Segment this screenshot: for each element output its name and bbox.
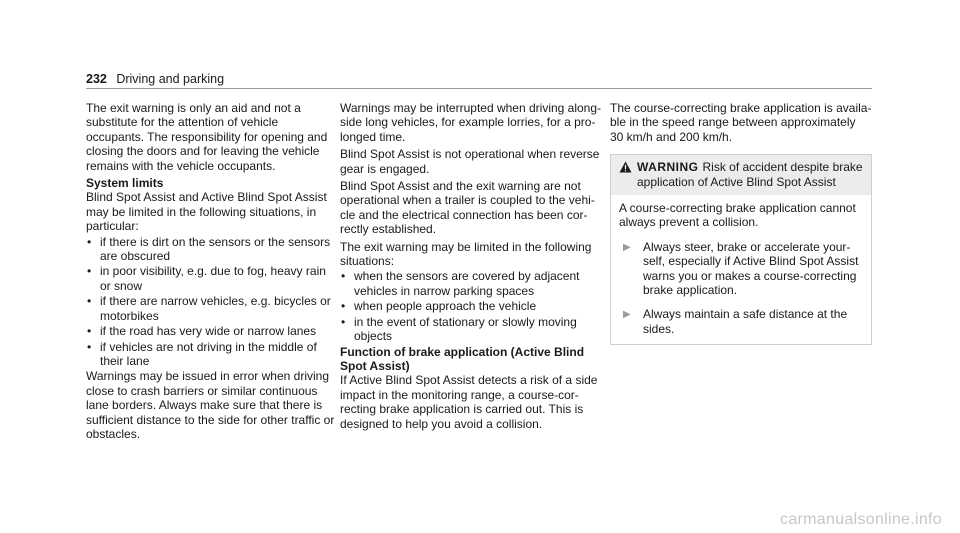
warning-triangle-icon bbox=[619, 161, 637, 189]
bullet-icon: • bbox=[341, 269, 346, 284]
watermark: carmanualsonline.info bbox=[780, 511, 942, 528]
warning-title: WARNING bbox=[637, 160, 699, 175]
bullet-icon: • bbox=[87, 234, 92, 249]
bullet-icon: • bbox=[341, 299, 346, 314]
list-item: • if there are narrow vehicles, e.g. bicycles or motorbikes bbox=[87, 294, 331, 323]
warning-subtitle: Risk of accident despite brake application of Active Blind Spot Assist bbox=[637, 160, 863, 189]
bullet-icon: • bbox=[87, 324, 92, 339]
reverse-gear-text: Blind Spot Assist is not operational when reverse gear is engaged. bbox=[340, 147, 600, 176]
header-divider bbox=[86, 88, 872, 89]
list-item: • in poor visibility, e.g. due to fog, heavy rain or snow bbox=[87, 264, 326, 293]
arrow-right-icon: ▶ bbox=[623, 241, 631, 253]
brake-function-text: If Active Blind Spot Assist detects a risk of a side impact in the monitoring range, a course-correcting brake application is carried out. This is designed to help you avoid a collision. bbox=[340, 373, 598, 431]
list-item: • if vehicles are not driving in the middle of their lane bbox=[87, 339, 317, 368]
arrow-right-icon: ▶ bbox=[623, 309, 631, 321]
exit-warning-intro: The exit warning is only an aid and not a substitute for the attention of vehicle occupants. The responsibility for opening and closing the doors and for leaving the vehicle remains with the vehicle occupants. bbox=[86, 101, 328, 173]
column-left bbox=[86, 101, 338, 441]
warning-action: ▶ Always steer, brake or accelerate yourself, especially if Active Blind Spot Assist warns you or makes a course-correcting brake application. bbox=[619, 240, 863, 298]
bullet-icon: • bbox=[87, 264, 92, 279]
limits-list bbox=[86, 235, 338, 369]
bullet-icon: • bbox=[87, 339, 92, 354]
system-limits-text: Blind Spot Assist and Active Blind Spot Assist may be limited in the following situations, in particular: bbox=[86, 190, 327, 234]
false-warnings-note: Warnings may be issued in error when driving close to crash barriers or similar continuous lane borders. Always make sure that there is sufficient distance to the side for other traffic or obstacles. bbox=[86, 369, 335, 441]
speed-range-text: The course-correcting brake application is available in the speed range between approximately 30 km/h and 200 km/h. bbox=[610, 101, 872, 144]
page-header bbox=[86, 72, 224, 86]
exit-warning-limits-text: The exit warning may be limited in the following situations: bbox=[340, 239, 592, 269]
column-middle bbox=[340, 101, 602, 431]
bullet-icon: • bbox=[341, 314, 346, 329]
list-item: • when people approach the vehicle bbox=[341, 299, 537, 314]
warning-action: ▶ Always maintain a safe distance at the sides. bbox=[619, 307, 863, 336]
list-item: • if there is dirt on the sensors or the sensors are obscured bbox=[87, 234, 331, 264]
column-right bbox=[610, 101, 872, 345]
trailer-text: Blind Spot Assist and the exit warning are not operational when a trailer is coupled to the vehicle and the electrical connection has been correctly established. bbox=[340, 179, 595, 237]
page-number: 232 bbox=[86, 72, 107, 86]
list-item: • in the event of stationary or slowly moving objects bbox=[341, 314, 577, 344]
bullet-icon: • bbox=[87, 294, 92, 309]
system-limits-heading: System limits bbox=[86, 176, 164, 191]
section-title: Driving and parking bbox=[116, 72, 225, 86]
warning-body bbox=[611, 195, 871, 344]
list-item: • if the road has very wide or narrow lanes bbox=[87, 324, 317, 339]
warning-box bbox=[610, 154, 872, 345]
warning-text: A course-correcting brake application cannot always prevent a collision. bbox=[619, 201, 856, 230]
warning-header bbox=[611, 155, 871, 195]
brake-function-heading: Function of brake application (Active Blind Spot Assist) bbox=[340, 344, 585, 373]
list-item: • when the sensors are covered by adjacent vehicles in narrow parking spaces bbox=[341, 269, 580, 298]
exit-limits-list bbox=[340, 269, 602, 343]
interrupted-warnings-text: Warnings may be interrupted when driving alongside long vehicles, for example lorries, for a prolonged time. bbox=[340, 101, 602, 144]
